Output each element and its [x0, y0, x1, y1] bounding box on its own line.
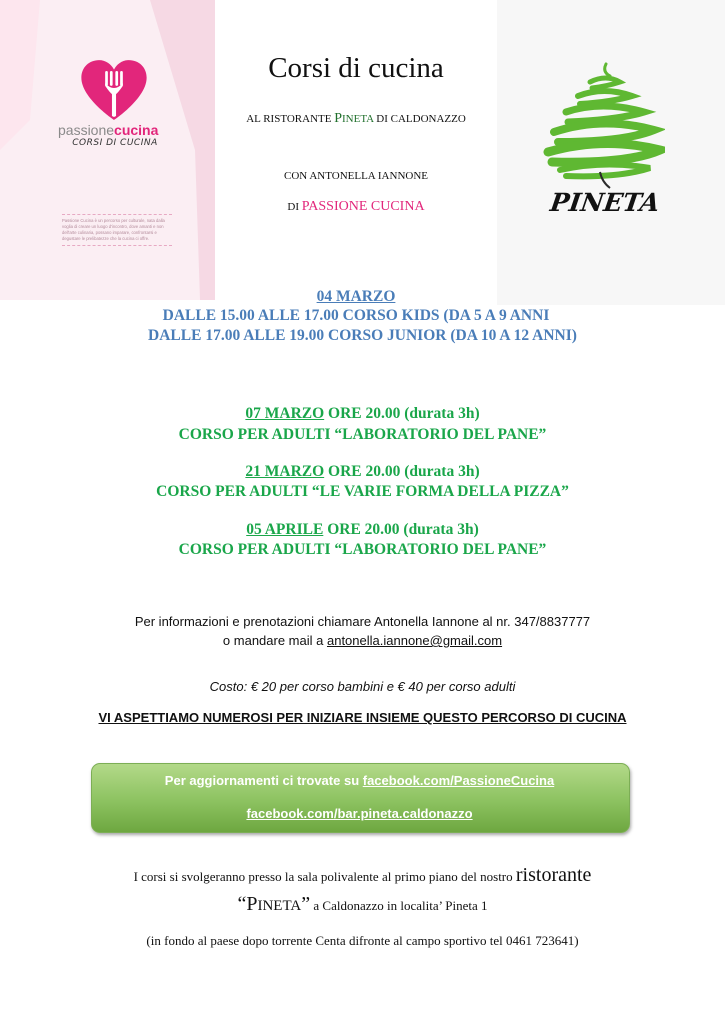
course-2-title: CORSO PER ADULTI “LE VARIE FORMA DELLA PIZZA” — [156, 483, 569, 500]
restaurant-line: AL RISTORANTE PINETA DI CALDONAZZO — [246, 111, 466, 126]
contact-email-line: o mandare mail a antonella.iannone@gmail.com — [222, 633, 503, 648]
course-1-date: 07 MARZO ORE 20.00 (durata 3h) — [245, 405, 480, 422]
email-link[interactable]: antonella.iannone@gmail.com — [326, 633, 503, 648]
pineta-wordmark: PINETA — [548, 188, 662, 217]
contact-info — [0, 612, 725, 650]
footer-location-line: I corsi si svolgeranno presso la sala polivalente al primo piano del nostro ristorante — [133, 864, 592, 886]
facebook-line-1: Per aggiornamenti ci trovate su facebook.com/PassioneCucina — [164, 773, 555, 788]
kids-date: 04 MARZO — [316, 288, 396, 305]
contact-phone-line: Per informazioni e prenotazioni chiamare Antonella Iannone al nr. 347/8837777 — [134, 614, 591, 629]
course-3-date: 05 APRILE ORE 20.00 (durata 3h) — [246, 521, 479, 538]
logo-background-shape — [0, 0, 215, 300]
logo-description: Passione Cucina è un percorso per culturale, nata dalla voglia di creare un luogo d'incontro, dove amanti e non dell'arte culinaria, possano imparare, confrontarsi e degustare le prelibatezze che la cucina ci offre. — [62, 214, 172, 246]
heart-fork-icon — [80, 58, 148, 122]
brand-line: DI PASSIONE CUCINA — [287, 199, 425, 214]
course-3-title: CORSO PER ADULTI “LABORATORIO DEL PANE” — [178, 541, 547, 558]
course-1-title: CORSO PER ADULTI “LABORATORIO DEL PANE” — [178, 426, 547, 443]
logo-wordmark: passionecucina — [58, 122, 159, 138]
junior-course-line: DALLE 17.00 ALLE 19.00 CORSO JUNIOR (DA 10 A 12 ANNI) — [148, 327, 577, 344]
pine-tree-icon — [540, 62, 665, 192]
logo-subtitle: CORSI DI CUCINA — [72, 138, 158, 148]
instructor-line: CON ANTONELLA IANNONE — [283, 170, 428, 182]
welcome-line: VI ASPETTIAMO NUMEROSI PER INIZIARE INSIEME QUESTO PERCORSO DI CUCINA — [98, 710, 627, 725]
cost-line: Costo: € 20 per corso bambini e € 40 per corso adulti — [209, 679, 516, 694]
page-title: Corsi di cucina — [268, 52, 444, 84]
facebook-link-pineta[interactable]: facebook.com/bar.pineta.caldonazzo — [246, 806, 473, 821]
footer-address-line: “PINETA” a Caldonazzo in localita’ Pineta 1 — [237, 893, 488, 915]
kids-course-line: DALLE 15.00 ALLE 17.00 CORSO KIDS (DA 5 A 9 ANNI — [162, 307, 550, 324]
course-2-date: 21 MARZO ORE 20.00 (durata 3h) — [245, 463, 480, 480]
facebook-link-passionecucina[interactable]: facebook.com/PassioneCucina — [362, 773, 555, 788]
footer-directions-line: (in fondo al paese dopo torrente Centa difronte al campo sportivo tel 0461 723641) — [146, 933, 579, 948]
